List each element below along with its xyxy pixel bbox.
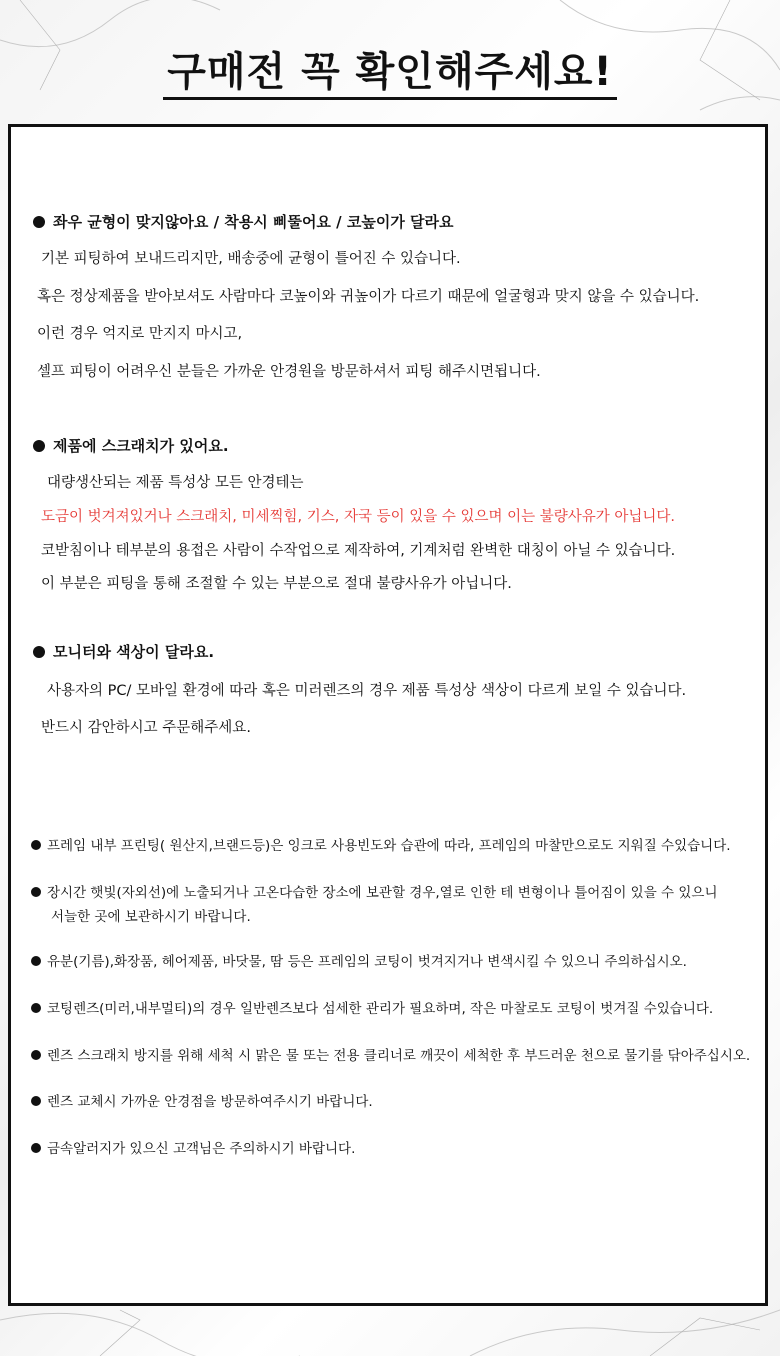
bullet-icon bbox=[31, 840, 41, 850]
section-line: 셀프 피팅이 어려우신 분들은 가까운 안경원을 방문하셔서 피팅 해주시면됩니다. bbox=[37, 364, 541, 380]
bullet-icon bbox=[31, 1096, 41, 1106]
bullet-icon bbox=[31, 1050, 41, 1060]
care-note-continued: 서늘한 곳에 보관하시기 바랍니다. bbox=[51, 909, 251, 925]
bullet-icon bbox=[33, 646, 45, 658]
section-line: 이 부분은 피팅을 통해 조절할 수 있는 부분으로 절대 불량사유가 아닙니다. bbox=[41, 576, 512, 592]
section-heading: 제품에 스크래치가 있어요. bbox=[33, 435, 229, 456]
care-note: 코팅렌즈(미러,내부멀티)의 경우 일반렌즈보다 섬세한 관리가 필요하며, 작은 마찰로도 코팅이 벗겨질 수있습니다. bbox=[31, 997, 713, 1017]
care-note: 렌즈 스크래치 방지를 위해 세척 시 맑은 물 또는 전용 클리너로 깨끗이 세척한 후 부드러운 천으로 물기를 닦아주십시오. bbox=[31, 1044, 750, 1064]
page-title: 구매전 꼭 확인해주세요! bbox=[0, 44, 780, 100]
bullet-icon bbox=[31, 1143, 41, 1153]
bullet-icon bbox=[31, 887, 41, 897]
bullet-icon bbox=[33, 440, 45, 452]
section-line: 사용자의 PC/ 모바일 환경에 따라 혹은 미러렌즈의 경우 제품 특성상 색상이 다르게 보일 수 있습니다. bbox=[47, 683, 687, 699]
section-heading: 좌우 균형이 맞지않아요 / 착용시 삐뚤어요 / 코높이가 달라요 bbox=[33, 211, 454, 232]
section-line: 코받침이나 테부분의 용접은 사람이 수작업으로 제작하여, 기계처럼 완벽한 대칭이 아닐 수 있습니다. bbox=[41, 543, 676, 559]
care-note: 렌즈 교체시 가까운 안경점을 방문하여주시기 바랍니다. bbox=[31, 1090, 373, 1110]
notice-box bbox=[8, 124, 768, 1306]
care-note: 장시간 햇빛(자외선)에 노출되거나 고온다습한 장소에 보관할 경우,열로 인한 테 변형이나 틀어짐이 있을 수 있으니 서늘한 곳에 보관하시기 바랍니다. bbox=[31, 881, 718, 901]
bullet-icon bbox=[33, 216, 45, 228]
bullet-icon bbox=[31, 956, 41, 966]
section-line: 대량생산되는 제품 특성상 모든 안경테는 bbox=[47, 475, 304, 491]
section-line: 혹은 정상제품을 받아보셔도 사람마다 코높이와 귀높이가 다르기 때문에 얼굴형과 맞지 않을 수 있습니다. bbox=[37, 289, 700, 305]
section-line: 반드시 감안하시고 주문해주세요. bbox=[41, 720, 251, 736]
section-line: 기본 피팅하여 보내드리지만, 배송중에 균형이 틀어진 수 있습니다. bbox=[41, 251, 461, 267]
care-note: 프레임 내부 프린팅( 원산지,브랜드등)은 잉크로 사용빈도와 습관에 따라, 프레임의 마찰만으로도 지워질 수있습니다. bbox=[31, 834, 731, 854]
warning-line: 도금이 벗겨져있거나 스크래치, 미세찍힘, 기스, 자국 등이 있을 수 있으며 이는 불량사유가 아닙니다. bbox=[41, 509, 676, 525]
bullet-icon bbox=[31, 1003, 41, 1013]
section-heading: 모니터와 색상이 달라요. bbox=[33, 641, 214, 662]
care-note: 금속알러지가 있으신 고객님은 주의하시기 바랍니다. bbox=[31, 1137, 355, 1157]
section-line: 이런 경우 억지로 만지지 마시고, bbox=[37, 326, 243, 342]
care-note: 유분(기름),화장품, 헤어제품, 바닷물, 땀 등은 프레임의 코팅이 벗겨지거나 변색시킬 수 있으니 주의하십시오. bbox=[31, 950, 687, 970]
